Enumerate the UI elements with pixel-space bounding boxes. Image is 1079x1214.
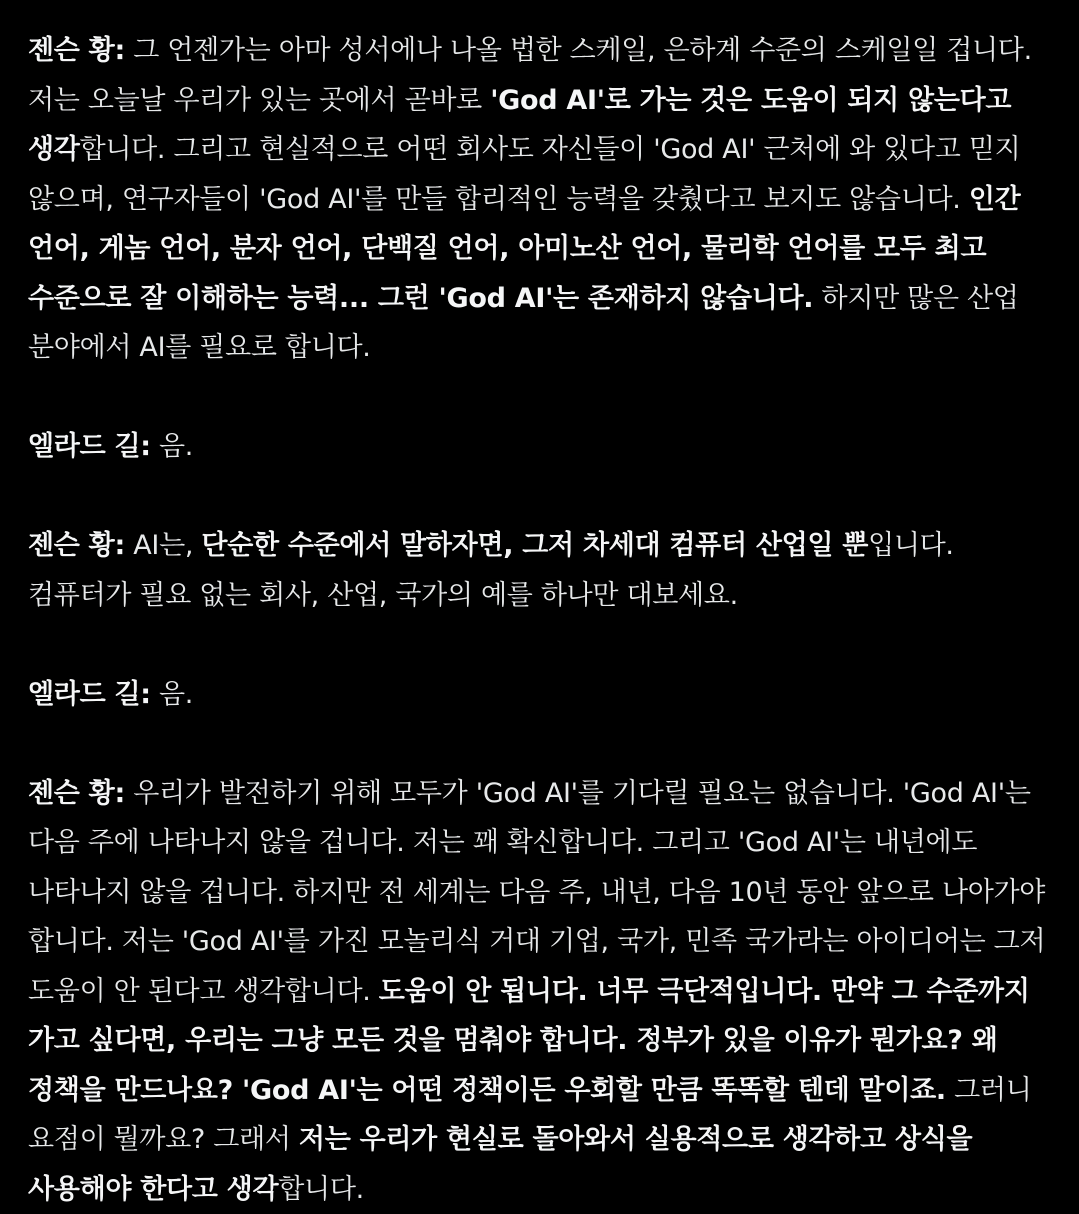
text-segment: 합니다. (278, 1174, 364, 1205)
text-segment: 우리가 발전하기 위해 모두가 'God AI'를 기다릴 필요는 없습니다. 'God AI'는 다음 주에 나타나지 않을 겁니다. 저는 꽤 확신합니다. 그리고 'God AI'는 내년에도 나타나지 않을 겁니다. 하지만 전 세계는 다음 주, 내년, 다음 10년 동안 앞으로 나아가야 합니다. 저는 'God AI'를 가진 모놀리식 거대 기업, 국가, 민족 국가라는 아이디어는 그저 도움이 안 된다고 생각합니다. (28, 778, 1045, 1007)
paragraph-jensen-3 (28, 769, 1059, 1214)
bold-segment: 'God AI'로 가는 것은 도움이 되지 않는다고 생각 (28, 85, 1011, 166)
bold-segment: 저는 우리가 현실로 돌아와서 실용적으로 생각하고 상식을 사용해야 한다고 생각 (28, 1124, 972, 1205)
paragraph-jensen-1 (28, 26, 1059, 373)
text-segment: AI는, (125, 530, 201, 561)
speaker-label: 젠슨 황: (28, 778, 125, 809)
text-segment: 하지만 많은 산업 분야에서 AI를 필요로 합니다. (28, 283, 1019, 364)
paragraph-elad-1 (28, 422, 1059, 472)
bold-segment: 단순한 수준에서 말하자면, 그저 차세대 컴퓨터 산업일 뿐 (201, 530, 868, 561)
text-segment: 음. (151, 431, 193, 462)
speaker-label: 엘라드 길: (28, 431, 151, 462)
bold-segment: 인간 언어, 게놈 언어, 분자 언어, 단백질 언어, 아미노산 언어, 물리학 언어를 모두 최고 수준으로 잘 이해하는 능력... 그런 'God AI'는 존재하지 않습니다. (28, 184, 1020, 314)
speaker-label: 젠슨 황: (28, 530, 125, 561)
text-segment: 입니다. 컴퓨터가 필요 없는 회사, 산업, 국가의 예를 하나만 대보세요. (28, 530, 954, 611)
paragraph-elad-2 (28, 670, 1059, 720)
text-segment: 합니다. 그리고 현실적으로 어떤 회사도 자신들이 'God AI' 근처에 와 있다고 믿지 않으며, 연구자들이 'God AI'를 만들 합리적인 능력을 갖췄다고 보지도 않습니다. (28, 134, 1020, 215)
text-segment: 그러니 요점이 뭘까요? 그래서 (28, 1075, 1031, 1156)
speaker-label: 젠슨 황: (28, 35, 125, 66)
speaker-label: 엘라드 길: (28, 679, 151, 710)
bold-segment: 도움이 안 됩니다. 너무 극단적입니다. 만약 그 수준까지 가고 싶다면, 우리는 그냥 모든 것을 멈춰야 합니다. 정부가 있을 이유가 뭔가요? 왜 정책을 만드나요? 'God AI'는 어떤 정책이든 우회할 만큼 똑똑할 텐데 말이죠. (28, 976, 1030, 1106)
text-segment: 음. (151, 679, 193, 710)
paragraph-jensen-2 (28, 521, 1059, 620)
text-segment: 그 언젠가는 아마 성서에나 나올 법한 스케일, 은하계 수준의 스케일일 겁니다. 저는 오늘날 우리가 있는 곳에서 곧바로 (28, 35, 1032, 116)
